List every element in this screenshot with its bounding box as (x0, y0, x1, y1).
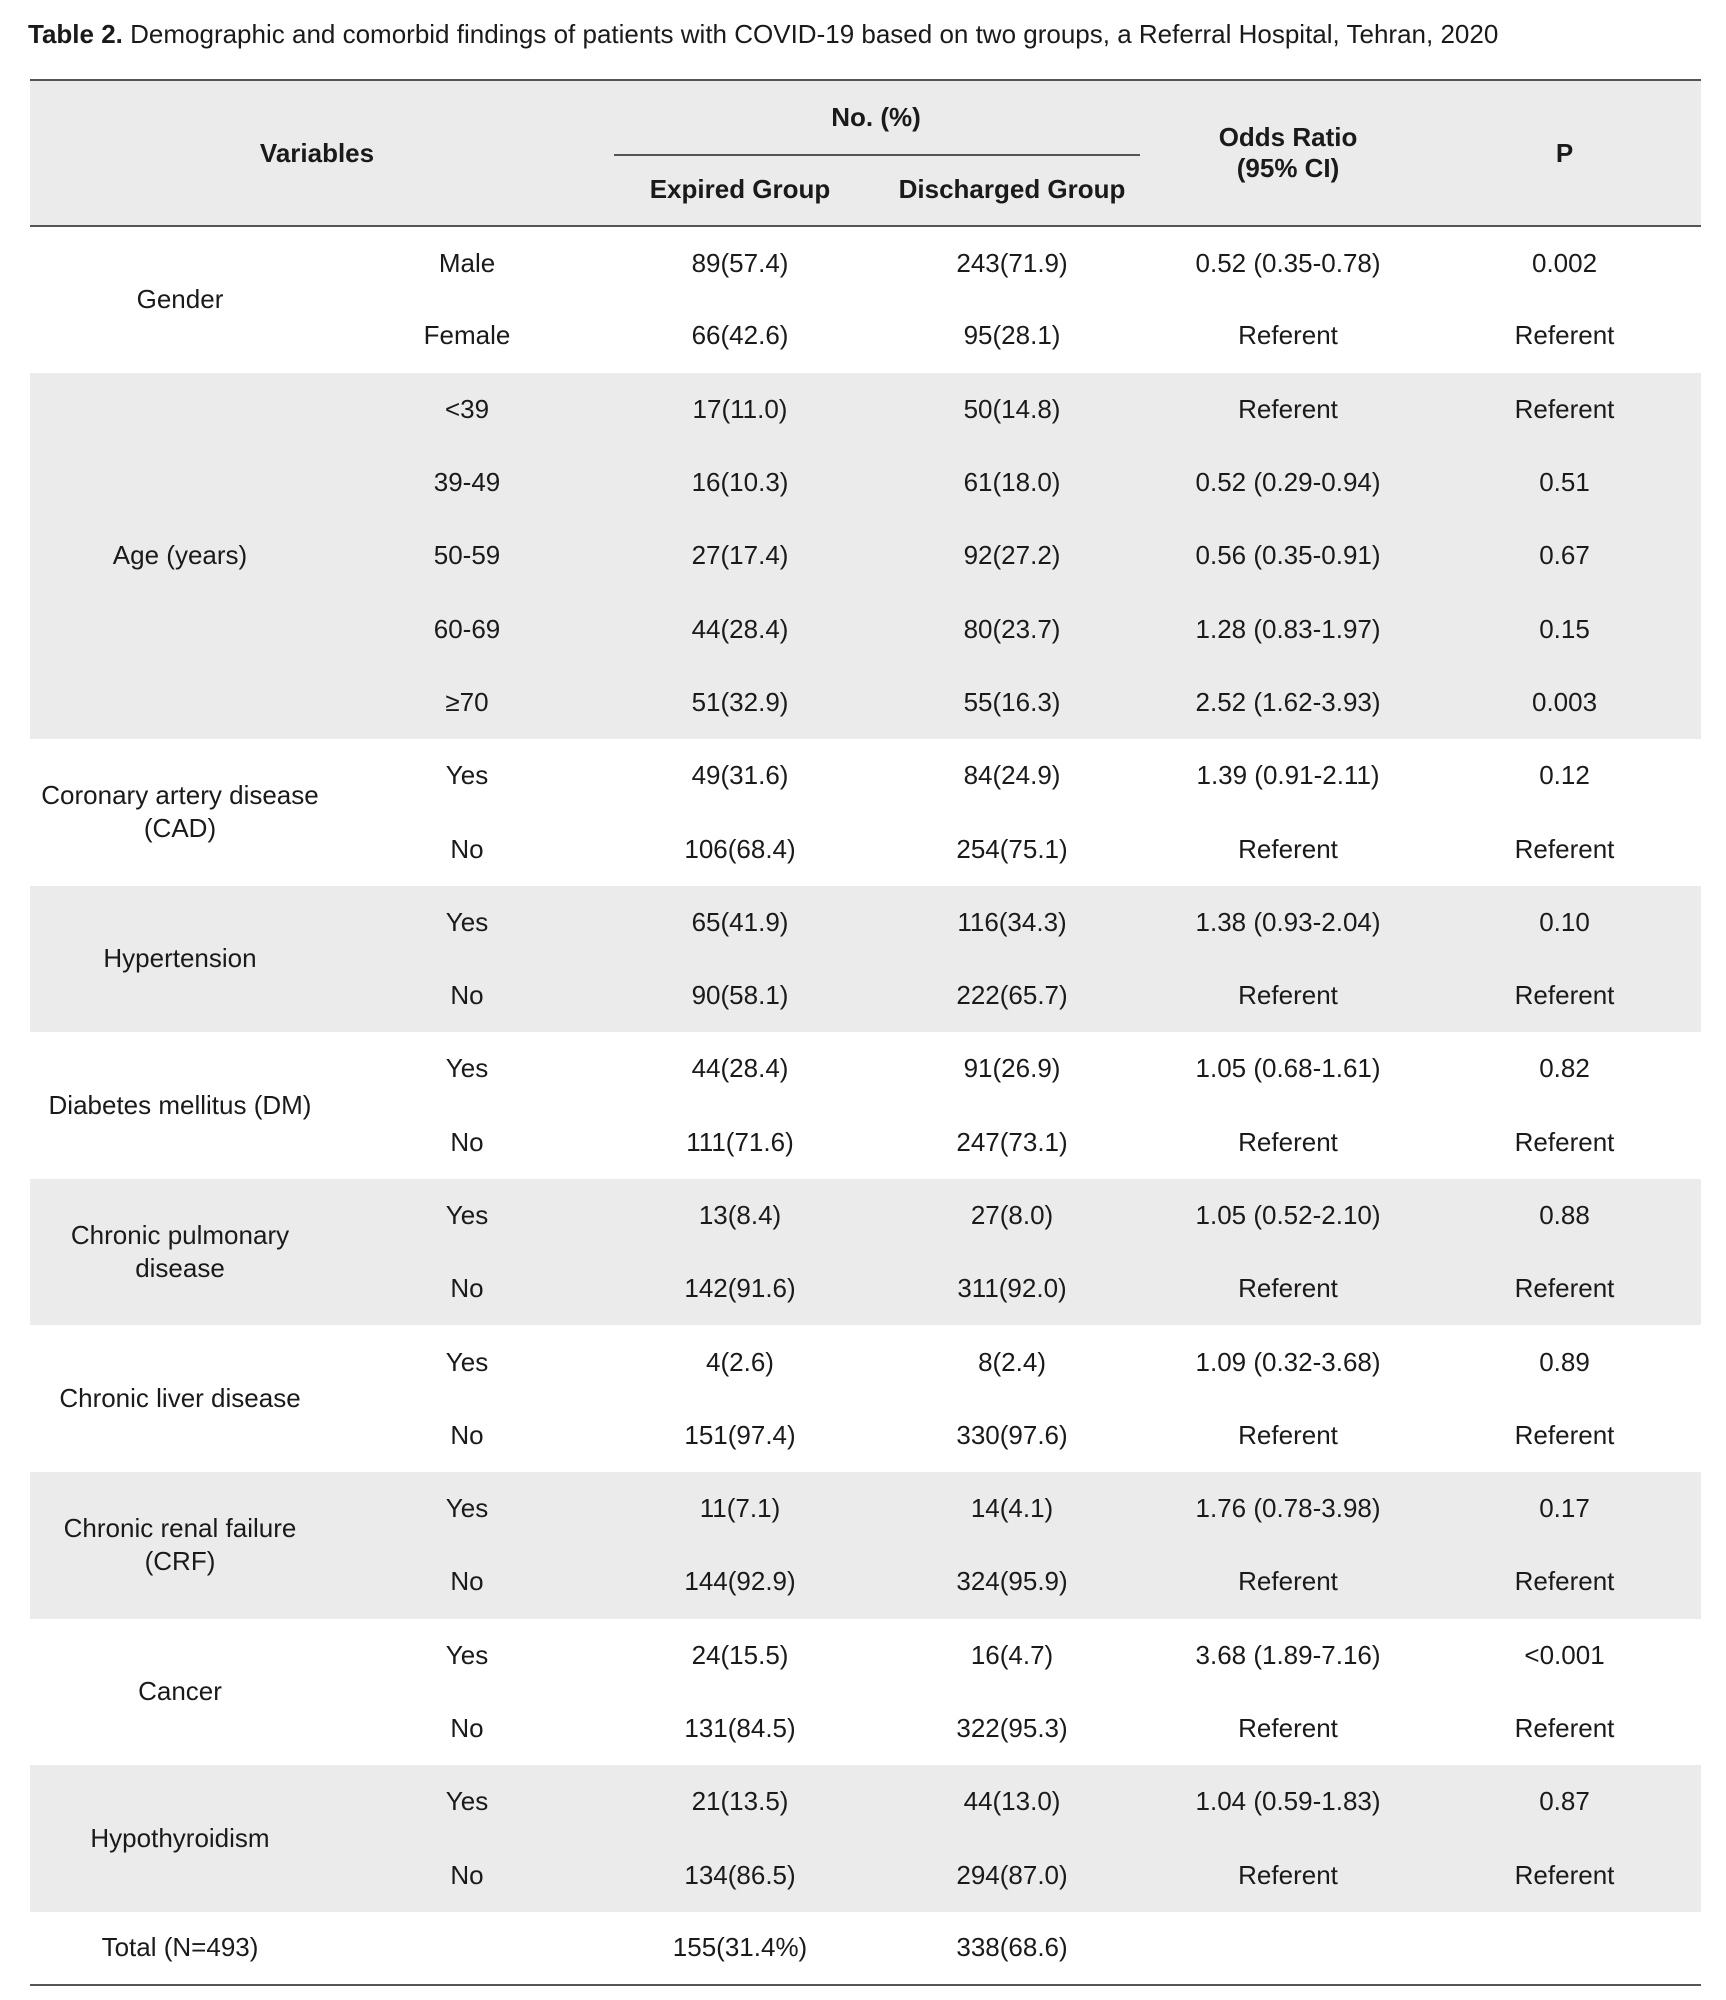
p-value-cell: 0.87 (1428, 1765, 1701, 1838)
discharged-cell: 84(24.9) (963, 760, 1061, 791)
expired-cell: 21(13.5) (604, 1765, 876, 1838)
variable-cell: Hypertension (30, 886, 330, 1033)
variable-cell: Age (years) (30, 373, 330, 739)
p-value-cell: 0.10 (1428, 886, 1701, 959)
expired-cell: 89(57.4) (691, 247, 789, 278)
level-cell: 39-49 (330, 446, 604, 519)
expired-cell: 66(42.6) (691, 320, 789, 351)
table-row (30, 373, 1701, 446)
level-cell: ≥70 (330, 666, 604, 739)
odds-ratio-cell: 1.05 (0.52-2.10) (1148, 1179, 1428, 1252)
odds-ratio-cell: 0.52 (0.35-0.78) (1195, 247, 1381, 278)
odds-ratio-cell: 1.38 (0.93-2.04) (1148, 886, 1428, 959)
p-value-cell: Referent (1514, 320, 1615, 351)
expired-cell: 13(8.4) (604, 1179, 876, 1252)
odds-ratio-cell: 1.39 (0.91-2.11) (1196, 760, 1380, 791)
discharged-cell: 14(4.1) (876, 1472, 1148, 1545)
discharged-cell: 322(95.3) (956, 1713, 1068, 1744)
odds-ratio-cell: 0.52 (0.29-0.94) (1148, 446, 1428, 519)
p-value-cell: Referent (1514, 833, 1615, 864)
p-value-cell: <0.001 (1524, 1639, 1605, 1670)
discharged-cell: 243(71.9) (956, 247, 1068, 278)
header-odds-ratio-line2: (95% CI) (1236, 153, 1340, 183)
table-row (30, 1472, 1701, 1545)
table-caption (28, 14, 1708, 54)
p-value-cell: 0.15 (1428, 592, 1701, 665)
table-row (30, 1912, 1701, 1985)
discharged-cell: 55(16.3) (876, 666, 1148, 739)
level-cell: Yes (445, 1053, 489, 1084)
odds-ratio-cell: 1.28 (0.83-1.97) (1148, 592, 1428, 665)
table-row (30, 1325, 1701, 1398)
level-cell: Yes (330, 1765, 604, 1838)
p-value-cell: 0.12 (1539, 760, 1590, 791)
odds-ratio-cell: Referent (1148, 1545, 1428, 1618)
variable-cell: Diabetes mellitus (DM) (48, 1090, 312, 1121)
expired-cell: 111(71.6) (686, 1126, 794, 1157)
table-row (30, 1179, 1701, 1252)
p-value-cell: 0.88 (1428, 1179, 1701, 1252)
level-cell: Male (438, 247, 496, 278)
discharged-cell: 8(2.4) (978, 1346, 1046, 1377)
variable-cell: Chronic renal failure (CRF) (30, 1472, 330, 1619)
table-row (30, 1032, 1701, 1105)
discharged-cell: 222(65.7) (876, 959, 1148, 1032)
p-value-cell: Referent (1428, 1839, 1701, 1912)
discharged-cell: 338(68.6) (876, 1912, 1148, 1985)
level-cell: Yes (445, 1346, 489, 1377)
discharged-cell: 50(14.8) (876, 373, 1148, 446)
table-row (30, 226, 1701, 299)
level-cell: Yes (330, 886, 604, 959)
header-discharged: Discharged Group (876, 154, 1148, 226)
p-value-cell: 0.51 (1428, 446, 1701, 519)
variable-cell: Cancer (138, 1676, 222, 1707)
variable-cell: Total (N=493) (30, 1912, 330, 1985)
discharged-cell: 27(8.0) (876, 1179, 1148, 1252)
variable-cell: Hypothyroidism (30, 1765, 330, 1912)
level-cell: <39 (330, 373, 604, 446)
p-value-cell: 0.67 (1428, 519, 1701, 592)
level-cell: No (450, 1126, 484, 1157)
expired-cell: 131(84.5) (684, 1713, 796, 1744)
discharged-cell: 92(27.2) (876, 519, 1148, 592)
discharged-cell: 324(95.9) (876, 1545, 1148, 1618)
level-cell: Yes (330, 1472, 604, 1545)
expired-cell: 151(97.4) (684, 1419, 796, 1450)
variable-cell: Coronary artery disease (CAD) (41, 780, 319, 844)
p-value-cell: Referent (1514, 1419, 1615, 1450)
expired-cell: 17(11.0) (604, 373, 876, 446)
odds-ratio-cell: 2.52 (1.62-3.93) (1148, 666, 1428, 739)
variable-cell: Gender (136, 284, 224, 315)
header-p: P (1428, 80, 1701, 226)
expired-cell: 24(15.5) (691, 1639, 789, 1670)
discharged-cell: 330(97.6) (956, 1419, 1068, 1450)
header-odds-ratio (1148, 80, 1428, 226)
expired-cell: 11(7.1) (604, 1472, 876, 1545)
level-cell: No (330, 1252, 604, 1325)
expired-cell: 144(92.9) (604, 1545, 876, 1618)
odds-ratio-cell: 0.56 (0.35-0.91) (1148, 519, 1428, 592)
discharged-cell: 116(34.3) (876, 886, 1148, 959)
variable-cell: Chronic pulmonary disease (30, 1179, 330, 1326)
level-cell: Yes (445, 1639, 489, 1670)
level-cell: Female (423, 320, 511, 351)
level-cell (330, 1912, 604, 1985)
expired-cell: 49(31.6) (691, 760, 789, 791)
level-cell: No (330, 1839, 604, 1912)
expired-cell: 155(31.4%) (604, 1912, 876, 1985)
odds-ratio-cell: 1.05 (0.68-1.61) (1195, 1053, 1381, 1084)
table-row (30, 886, 1701, 959)
odds-ratio-cell: 1.76 (0.78-3.98) (1148, 1472, 1428, 1545)
p-value-cell: Referent (1514, 1126, 1615, 1157)
expired-cell: 16(10.3) (604, 446, 876, 519)
expired-cell: 51(32.9) (604, 666, 876, 739)
discharged-cell: 254(75.1) (956, 833, 1068, 864)
discharged-cell: 16(4.7) (970, 1639, 1054, 1670)
expired-cell: 90(58.1) (604, 959, 876, 1032)
table-body (30, 226, 1701, 1985)
expired-cell: 142(91.6) (604, 1252, 876, 1325)
table-row (30, 739, 1701, 812)
discharged-cell: 294(87.0) (876, 1839, 1148, 1912)
odds-ratio-cell: Referent (1148, 1252, 1428, 1325)
discharged-cell: 61(18.0) (876, 446, 1148, 519)
caption-text: Demographic and comorbid findings of patients with COVID-19 based on two groups, a Referral Hospital, Tehran, 2020 (130, 19, 1499, 49)
p-value-cell: Referent (1428, 373, 1701, 446)
level-cell: No (450, 1713, 484, 1744)
header-expired: Expired Group (604, 154, 876, 226)
table-row (30, 1765, 1701, 1838)
p-value-cell (1428, 1912, 1701, 1985)
level-cell: 50-59 (330, 519, 604, 592)
discharged-cell: 44(13.0) (876, 1765, 1148, 1838)
p-value-cell: 0.002 (1531, 247, 1598, 278)
caption-label: Table 2. (28, 19, 123, 49)
level-cell: No (450, 833, 484, 864)
header-group: No. (%) (604, 80, 1148, 154)
discharged-cell: 311(92.0) (876, 1252, 1148, 1325)
discharged-cell: 247(73.1) (956, 1126, 1068, 1157)
variable-cell: Chronic liver disease (59, 1383, 301, 1414)
p-value-cell: 0.82 (1539, 1053, 1590, 1084)
level-cell: 60-69 (330, 592, 604, 665)
odds-ratio-cell: 1.09 (0.32-3.68) (1195, 1346, 1381, 1377)
discharged-cell: 91(26.9) (963, 1053, 1061, 1084)
discharged-cell: 95(28.1) (963, 320, 1061, 351)
expired-cell: 134(86.5) (604, 1839, 876, 1912)
p-value-cell: 0.17 (1428, 1472, 1701, 1545)
expired-cell: 65(41.9) (604, 886, 876, 959)
expired-cell: 4(2.6) (706, 1346, 774, 1377)
p-value-cell: Referent (1428, 959, 1701, 1032)
expired-cell: 44(28.4) (604, 592, 876, 665)
odds-ratio-cell: Referent (1238, 320, 1338, 351)
odds-ratio-cell: Referent (1148, 1839, 1428, 1912)
odds-ratio-cell (1148, 1912, 1428, 1985)
odds-ratio-cell: Referent (1238, 1713, 1338, 1744)
odds-ratio-cell: Referent (1238, 1419, 1338, 1450)
odds-ratio-cell: 1.04 (0.59-1.83) (1148, 1765, 1428, 1838)
odds-ratio-cell: Referent (1148, 373, 1428, 446)
odds-ratio-cell: 3.68 (1.89-7.16) (1195, 1639, 1381, 1670)
p-value-cell: Referent (1514, 1713, 1615, 1744)
level-cell: No (330, 1545, 604, 1618)
odds-ratio-cell: Referent (1148, 959, 1428, 1032)
results-table (30, 79, 1701, 1986)
level-cell: Yes (330, 1179, 604, 1252)
p-value-cell: Referent (1428, 1252, 1701, 1325)
level-cell: No (450, 1419, 484, 1450)
expired-cell: 44(28.4) (691, 1053, 789, 1084)
level-cell: No (330, 959, 604, 1032)
odds-ratio-cell: Referent (1238, 1126, 1338, 1157)
expired-cell: 27(17.4) (604, 519, 876, 592)
discharged-cell: 80(23.7) (876, 592, 1148, 665)
table-row (30, 1619, 1701, 1692)
odds-ratio-cell: Referent (1238, 833, 1338, 864)
table-header (30, 80, 1701, 226)
header-odds-ratio-line1: Odds Ratio (1218, 122, 1358, 152)
level-cell: Yes (445, 760, 489, 791)
header-variables: Variables (30, 80, 604, 226)
p-value-cell: 0.89 (1539, 1346, 1590, 1377)
expired-cell: 106(68.4) (684, 833, 796, 864)
p-value-cell: 0.003 (1428, 666, 1701, 739)
p-value-cell: Referent (1428, 1545, 1701, 1618)
